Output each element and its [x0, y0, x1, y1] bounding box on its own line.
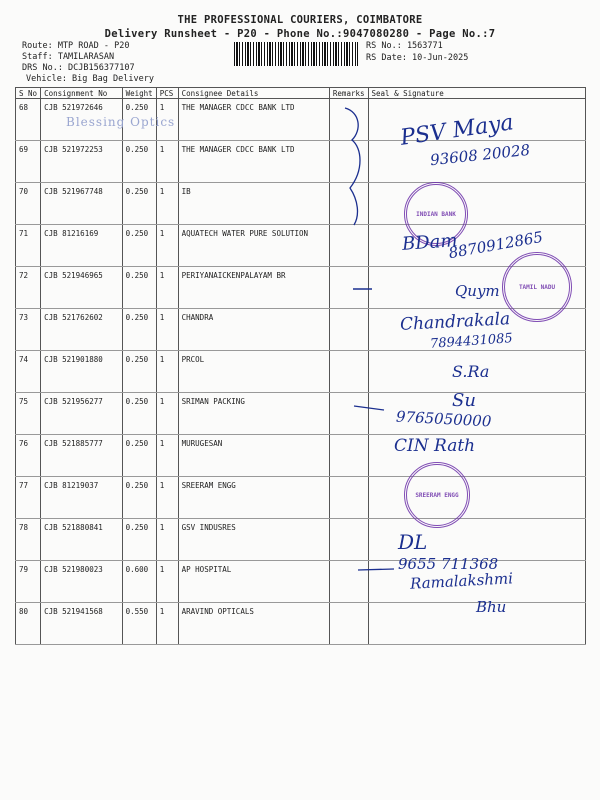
- cell-remarks: [329, 435, 368, 477]
- cell-sno: 78: [16, 519, 41, 561]
- cell-seal: [368, 519, 585, 561]
- cell-consignee: CHANDRA: [178, 309, 329, 351]
- cell-consignee: IB: [178, 183, 329, 225]
- cell-remarks: [329, 351, 368, 393]
- table-row: [16, 603, 586, 645]
- runsheet-table: [15, 87, 586, 645]
- cell-sno: 75: [16, 393, 41, 435]
- cell-pcs: 1: [156, 183, 178, 225]
- phone-75: 9765050000: [395, 407, 492, 431]
- cell-seal: [368, 99, 585, 141]
- cell-seal: [368, 183, 585, 225]
- cell-consignee: GSV INDUSRES: [178, 519, 329, 561]
- cell-pcs: 1: [156, 519, 178, 561]
- cell-consignee: THE MANAGER CDCC BANK LTD: [178, 141, 329, 183]
- runsheet-subtitle: Delivery Runsheet - P20 - Phone No.:9047080280 - Page No.:7: [104, 28, 496, 40]
- faint-stamp-text: Blessing Optics: [66, 115, 176, 129]
- cell-remarks: [329, 225, 368, 267]
- cell-sno: 77: [16, 477, 41, 519]
- cell-consignment: CJB 521967748: [41, 183, 123, 225]
- cell-consignee: THE MANAGER CDCC BANK LTD: [178, 99, 329, 141]
- cell-consignment: CJB 81219037: [41, 477, 123, 519]
- cell-weight: 0.250: [122, 141, 156, 183]
- table-row: [16, 477, 586, 519]
- cell-remarks: [329, 603, 368, 645]
- cell-seal: [368, 141, 585, 183]
- cell-sno: 74: [16, 351, 41, 393]
- table-row: [16, 519, 586, 561]
- cell-consignee: ARAVIND OPTICALS: [178, 603, 329, 645]
- cell-consignment: CJB 521972646: [41, 99, 123, 141]
- sreeram-stamp: SREERAM ENGG: [404, 462, 470, 528]
- cell-pcs: 1: [156, 393, 178, 435]
- cell-weight: 0.250: [122, 519, 156, 561]
- col-consignment: Consignment No: [41, 88, 123, 99]
- cell-sno: 70: [16, 183, 41, 225]
- cell-weight: 0.550: [122, 603, 156, 645]
- cell-weight: 0.250: [122, 309, 156, 351]
- table-row: [16, 393, 586, 435]
- cell-sno: 80: [16, 603, 41, 645]
- cell-weight: 0.250: [122, 351, 156, 393]
- table-row: [16, 267, 586, 309]
- indian-bank-stamp: INDIAN BANK: [404, 182, 468, 246]
- vehicle-text: Vehicle: Big Bag Delivery: [26, 74, 154, 84]
- cell-weight: 0.250: [122, 225, 156, 267]
- remark-arrow-75: [352, 404, 386, 412]
- rs-no-text: RS No.: 1563771: [366, 41, 443, 51]
- cell-pcs: 1: [156, 351, 178, 393]
- cell-seal: [368, 393, 585, 435]
- cell-sno: 72: [16, 267, 41, 309]
- cell-pcs: 1: [156, 603, 178, 645]
- cell-sno: 79: [16, 561, 41, 603]
- barcode: [234, 42, 358, 66]
- cell-consignee: AQUATECH WATER PURE SOLUTION: [178, 225, 329, 267]
- signature-71: BDam: [401, 230, 459, 255]
- cell-sno: 76: [16, 435, 41, 477]
- col-seal-signature: Seal & Signature: [368, 88, 585, 99]
- cell-weight: 0.250: [122, 477, 156, 519]
- cell-consignment: CJB 521956277: [41, 393, 123, 435]
- signature-78: DL: [398, 530, 428, 554]
- cell-pcs: 1: [156, 561, 178, 603]
- cell-weight: 0.250: [122, 183, 156, 225]
- cell-pcs: 1: [156, 267, 178, 309]
- signature-79: Ramalakshmi: [409, 569, 514, 593]
- cell-seal: [368, 435, 585, 477]
- rs-date-text: RS Date: 10-Jun-2025: [366, 53, 469, 63]
- company-title: THE PROFESSIONAL COURIERS, COIMBATORE: [177, 14, 423, 26]
- signature-73: Chandrakala: [399, 309, 511, 335]
- col-weight: Weight: [122, 88, 156, 99]
- cell-seal: [368, 477, 585, 519]
- cell-seal: [368, 351, 585, 393]
- cell-weight: 0.250: [122, 267, 156, 309]
- cell-remarks: [329, 477, 368, 519]
- cell-seal: [368, 603, 585, 645]
- branch-stamp: TAMIL NADU: [502, 252, 572, 322]
- table-row: [16, 225, 586, 267]
- col-consignee: Consignee Details: [178, 88, 329, 99]
- remark-dash-72: [352, 286, 374, 292]
- table-row: [16, 183, 586, 225]
- cell-pcs: 1: [156, 99, 178, 141]
- cell-consignee: PRCOL: [178, 351, 329, 393]
- phone-69: 93608 20028: [429, 140, 531, 170]
- remark-arrow-79: [356, 566, 396, 574]
- table-row: [16, 561, 586, 603]
- phone-73: 7894431085: [429, 331, 514, 352]
- cell-sno: 71: [16, 225, 41, 267]
- cell-consignment: CJB 521941568: [41, 603, 123, 645]
- cell-pcs: 1: [156, 141, 178, 183]
- cell-remarks: [329, 519, 368, 561]
- cell-consignment: CJB 521946965: [41, 267, 123, 309]
- signature-80: Bhu: [476, 598, 507, 616]
- remark-bracket-scribble: [340, 100, 370, 230]
- cell-weight: 0.600: [122, 561, 156, 603]
- cell-remarks: [329, 309, 368, 351]
- cell-pcs: 1: [156, 309, 178, 351]
- signature-75: Su: [452, 390, 476, 411]
- cell-weight: 0.250: [122, 99, 156, 141]
- drs-text: DRS No.: DCJB156377107: [22, 63, 135, 73]
- cell-consignment: CJB 521885777: [41, 435, 123, 477]
- cell-pcs: 1: [156, 477, 178, 519]
- signature-76: CIN Rath: [394, 436, 476, 456]
- cell-sno: 68: [16, 99, 41, 141]
- cell-seal: [368, 561, 585, 603]
- cell-consignee: SREERAM ENGG: [178, 477, 329, 519]
- table-row: [16, 141, 586, 183]
- cell-remarks: [329, 393, 368, 435]
- cell-weight: 0.250: [122, 435, 156, 477]
- cell-pcs: 1: [156, 225, 178, 267]
- col-sno: S No: [16, 88, 41, 99]
- cell-consignment: CJB 521762602: [41, 309, 123, 351]
- cell-consignee: AP HOSPITAL: [178, 561, 329, 603]
- table-row: [16, 351, 586, 393]
- table-row: [16, 435, 586, 477]
- cell-consignee: PERIYANAICKENPALAYAM BR: [178, 267, 329, 309]
- phone-71: 8870912865: [447, 227, 545, 263]
- cell-sno: 69: [16, 141, 41, 183]
- cell-consignment: CJB 521980023: [41, 561, 123, 603]
- signature-69: PSV Maya: [398, 110, 516, 151]
- col-pcs: PCS: [156, 88, 178, 99]
- cell-weight: 0.250: [122, 393, 156, 435]
- cell-consignment: CJB 521972253: [41, 141, 123, 183]
- cell-sno: 73: [16, 309, 41, 351]
- cell-consignment: CJB 81216169: [41, 225, 123, 267]
- table-header-row: [16, 88, 586, 99]
- cell-consignment: CJB 521880841: [41, 519, 123, 561]
- signature-72: Quym: [455, 282, 500, 300]
- cell-consignment: CJB 521901880: [41, 351, 123, 393]
- route-text: Route: MTP ROAD - P20: [22, 41, 130, 51]
- staff-text: Staff: TAMILARASAN: [22, 52, 115, 62]
- cell-pcs: 1: [156, 435, 178, 477]
- col-remarks: Remarks: [329, 88, 368, 99]
- cell-consignee: MURUGESAN: [178, 435, 329, 477]
- table-row: [16, 309, 586, 351]
- signature-74: S.Ra: [452, 362, 490, 381]
- phone-79: 9655 711368: [398, 555, 499, 573]
- cell-consignee: SRIMAN PACKING: [178, 393, 329, 435]
